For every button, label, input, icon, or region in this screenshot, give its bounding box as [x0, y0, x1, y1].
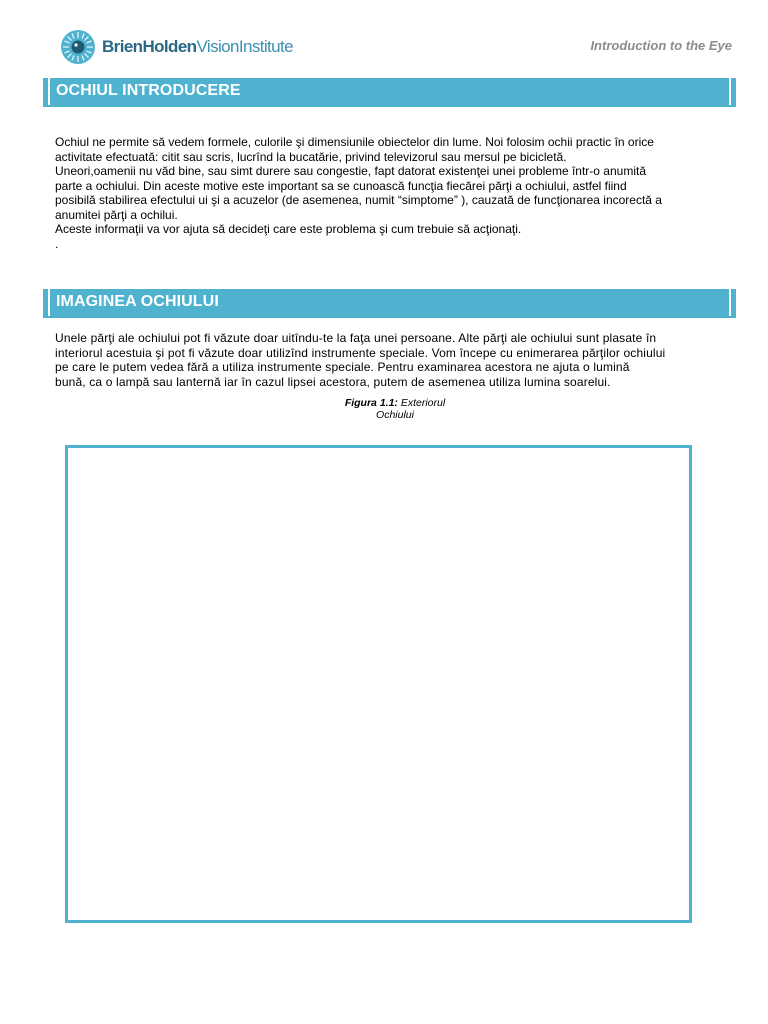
paragraph-line: Ochiul ne permite să vedem formele, culorile şi dimensiunile obiectelor din lume. Noi folosim ochii practic în orice: [55, 135, 654, 149]
figure-caption-label: Figura 1.1:: [344, 397, 398, 409]
paragraph-line: anumitei părţi a ochilui.: [55, 207, 178, 222]
paragraph-line: .: [55, 236, 59, 251]
logo-wordmark-light: VisionInstitute: [196, 37, 293, 56]
institute-logo: [60, 29, 293, 65]
section-bar-rule: [43, 318, 736, 319]
logo-wordmark: [102, 37, 293, 57]
intro-paragraph: [55, 135, 735, 251]
paragraph-line: posibilă stabilirea efectului ui şi a acuzelor (de asemenea, numit “simptome” ), cauzată de funcţionarea incorectă a: [55, 193, 662, 207]
paragraph-line: parte a ochiului. Din aceste motive este important sa se cunoască funcţia fiecărei părţi a ochiului, astfel fiind: [55, 178, 627, 193]
paragraph-line: activitate efectuată: citit sau scris, lucrînd la bucatărie, privind televizorul sau mersul pe bicicletă.: [55, 149, 567, 164]
section-title: OCHIUL INTRODUCERE: [56, 82, 241, 99]
paragraph-line: bună, ca o lampă sau lanternă iar în cazul lipsei acestora, putem de asemenea utiliza lumina soarelui.: [55, 374, 611, 389]
figure-caption-text: Exteriorul: [397, 397, 446, 409]
section-title: IMAGINEA OCHIULUI: [56, 293, 219, 310]
figure-frame: [65, 445, 692, 923]
paragraph-line: interiorul acestuia şi pot fi văzute doar utilizînd instrumente speciale. Vom începe cu enimerarea părţilor ochiului: [55, 345, 666, 360]
figure-caption-text-line2: Ochiului: [376, 409, 414, 421]
figure-caption: [0, 397, 768, 421]
running-title: Introduction to the Eye: [590, 38, 732, 53]
paragraph-line: Uneori,oamenii nu văd bine, sau simt durere sau congestie, fapt datorat existenţei unei probleme într-o anumită: [55, 164, 646, 178]
eye-image-paragraph: [55, 331, 735, 389]
section-header-intro: [43, 78, 736, 108]
section-header-eye-image: [43, 289, 736, 319]
paragraph-line: Unele părţi ale ochiului pot fi văzute doar uitîndu-te la faţa unei persoane. Alte părţi ale ochiului sunt plasate în: [55, 331, 657, 345]
paragraph-line: pe care le putem vedea fără a utiliza instrumente speciale. Pentru examinarea acestora ne ajuta o lumină: [55, 360, 630, 374]
paragraph-line: Aceste informaţii va vor ajuta să decideţi care este problema şi cum trebuie să acţionaţi.: [55, 222, 522, 236]
section-bar-rule: [43, 107, 736, 108]
eye-logo-icon: [60, 29, 96, 65]
logo-wordmark-bold: BrienHolden: [102, 37, 197, 56]
